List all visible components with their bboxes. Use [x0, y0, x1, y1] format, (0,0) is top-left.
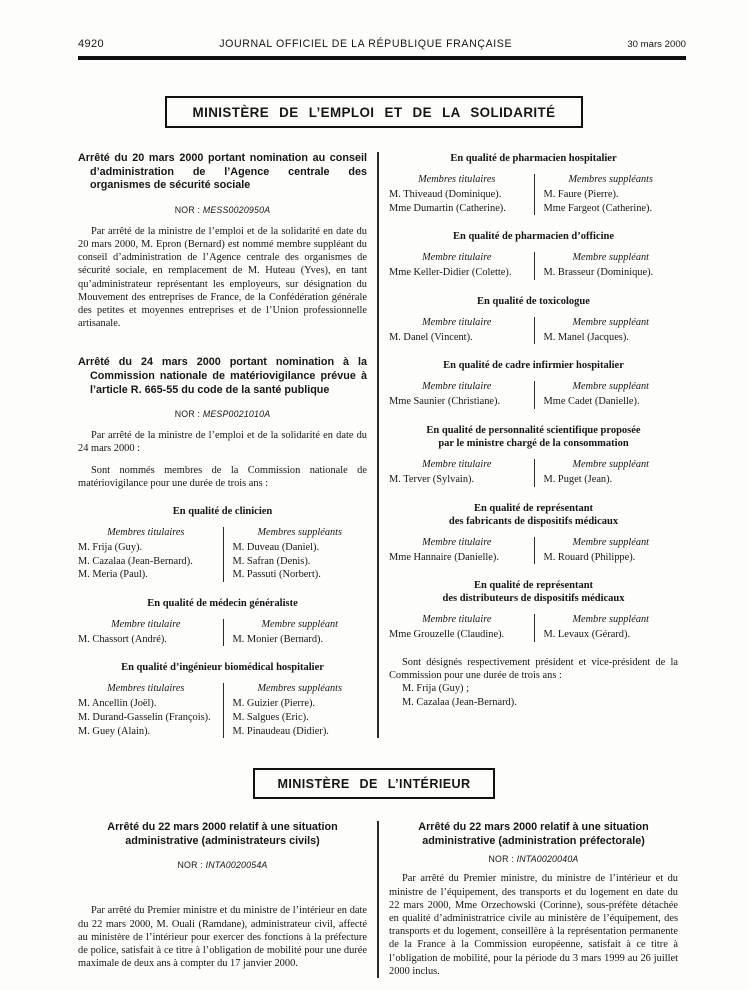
emploi-right-column: [379, 152, 678, 738]
nor-line: [78, 860, 367, 870]
page-number: 4920: [78, 38, 105, 50]
category-block: [389, 295, 678, 345]
member-name: M. Ancellin (Joël).: [78, 698, 157, 710]
category-block: [389, 502, 678, 565]
running-head: [0, 0, 748, 56]
nor-line: [78, 205, 367, 215]
article-heading: Arrêté du 22 mars 2000 relatif à une situation administrative (administrateurs civils): [107, 821, 338, 847]
ministry-title-box-interieur: MINISTÈRE DE L’INTÉRIEUR: [253, 768, 494, 799]
member-name: M. Frija (Guy).: [78, 542, 143, 553]
category-heading: En qualité de représentant des fabricants de dispositifs médicaux: [448, 502, 619, 527]
member-name: M. Levaux (Gérard).: [543, 629, 631, 641]
interieur-columns: [78, 821, 686, 978]
member-name: Mme Cadet (Danielle).: [543, 396, 640, 408]
header-rule: [78, 56, 686, 60]
members-titulaires-column: [78, 527, 223, 582]
nor-label: NOR :: [174, 204, 201, 215]
suppleants-header: Membre suppléant: [572, 252, 650, 264]
suppleants-header: Membre suppléant: [572, 614, 650, 626]
members-row: [389, 317, 678, 345]
member-name: M. Chassort (André).: [78, 633, 167, 645]
member-name: Mme Grouzelle (Claudine).: [389, 629, 505, 641]
category-heading: En qualité de toxicologue: [477, 295, 590, 307]
titulaires-header: Membre titulaire: [111, 618, 181, 630]
members-suppleants-column: [534, 381, 679, 409]
suppleants-header: Membre suppléant: [261, 618, 339, 630]
member-name: M. Thiveaud (Dominique).: [389, 189, 502, 200]
article-body: Par arrêté du Premier ministre, du ministre de l’intérieur et du ministre de l’équipement, des transports et du logement en date du 22 mars 2000, Mme Orzechowski (Corinne), sous-préfète détachée en qualité d’administratrice civile au ministère de l’équipement, des transports et du logement, conseillère à la représentation permanente de la France à la Commission européenne, satisfait à ce titre à l’obligation de mobilité, pour la période du 3 mars 1999 au 26 juillet 2000 inclus.: [389, 873, 678, 977]
ministry-title-box-emploi: MINISTÈRE DE L’EMPLOI ET DE LA SOLIDARITÉ: [165, 96, 584, 128]
suppleants-header: Membre suppléant: [572, 536, 650, 548]
members-row: [78, 619, 367, 647]
member-name: Mme Dumartin (Catherine).: [389, 202, 506, 214]
member-name: M. Meria (Paul).: [78, 569, 148, 581]
titulaires-header: Membres titulaires: [107, 683, 185, 695]
members-suppleants-column: [534, 614, 679, 642]
category-heading: En qualité de pharmacien hospitalier: [450, 153, 617, 164]
category-block: [389, 424, 678, 487]
member-name: M. Puget (Jean).: [543, 473, 613, 485]
members-row: [389, 381, 678, 409]
category-block: [78, 661, 367, 738]
titulaires-header: Membres titulaires: [107, 527, 185, 538]
members-suppleants-column: [223, 619, 368, 647]
category-block: [389, 579, 678, 642]
members-row: [389, 614, 678, 642]
category-heading: En qualité de pharmacien d’officine: [452, 231, 614, 243]
members-titulaires-column: [389, 252, 534, 280]
category-block: [389, 359, 678, 409]
member-name: Mme Fargeot (Catherine).: [543, 202, 653, 214]
interieur-right-column: [379, 821, 678, 978]
member-name: M. Guey (Alain).: [78, 725, 151, 737]
titulaires-header: Membre titulaire: [422, 381, 492, 393]
member-name: M. Salgues (Eric).: [232, 711, 309, 723]
members-titulaires-column: [78, 619, 223, 647]
article-heading: Arrêté du 22 mars 2000 relatif à une situation administrative (administration préfectorale): [418, 821, 649, 847]
member-name: M. Cazalaa (Jean-Bernard).: [78, 555, 193, 567]
members-row: [78, 683, 367, 738]
titulaires-header: Membre titulaire: [422, 252, 492, 264]
nor-value: INTA0020040A: [516, 854, 579, 865]
members-row: [389, 537, 678, 565]
titulaires-header: Membre titulaire: [422, 536, 492, 548]
members-suppleants-column: [534, 252, 679, 280]
members-suppleants-column: [534, 174, 679, 215]
member-name: Mme Saunier (Christiane).: [389, 396, 501, 408]
members-suppleants-column: [534, 459, 679, 487]
titulaires-header: Membre titulaire: [422, 458, 492, 470]
closing-name: M. Cazalaa (Jean-Bernard).: [402, 696, 517, 708]
member-name: M. Faure (Pierre).: [543, 189, 619, 200]
issue-date: 30 mars 2000: [627, 39, 686, 50]
nor-label: NOR :: [488, 854, 514, 865]
member-name: M. Passuti (Norbert).: [232, 569, 321, 581]
nor-value: MESP0021010A: [202, 409, 271, 420]
category-block: [389, 230, 678, 280]
members-suppleants-column: [223, 683, 368, 738]
suppleants-header: Membres suppléants: [568, 174, 654, 185]
category-heading: En qualité de cadre infirmier hospitalier: [443, 360, 624, 372]
member-name: M. Danel (Vincent).: [389, 331, 473, 343]
category-heading: En qualité de médecin généraliste: [147, 597, 298, 609]
member-name: M. Pinaudeau (Didier).: [232, 725, 329, 737]
category-heading: En qualité d’ingénieur biomédical hospitalier: [121, 662, 324, 674]
member-name: Mme Keller-Didier (Colette).: [389, 267, 512, 279]
members-titulaires-column: [389, 381, 534, 409]
members-titulaires-column: [78, 683, 223, 738]
titulaires-header: Membres titulaires: [418, 174, 496, 185]
nor-label: NOR :: [174, 409, 201, 420]
category-heading: En qualité de personnalité scientifique proposée par le ministre chargé de la consommation: [426, 424, 641, 449]
emploi-columns: [78, 152, 686, 738]
nor-label: NOR :: [177, 860, 203, 871]
member-name: M. Manel (Jacques).: [543, 331, 629, 343]
members-suppleants-column: [534, 317, 679, 345]
category-block: [78, 597, 367, 647]
nor-value: MESS0020950A: [202, 204, 271, 215]
members-titulaires-column: [389, 459, 534, 487]
suppleants-header: Membres suppléants: [257, 683, 343, 695]
member-name: M. Guizier (Pierre).: [232, 698, 316, 710]
category-block: [78, 505, 367, 582]
article-intro: Par arrêté de la ministre de l’emploi et de la solidarité en date du 24 mars 2000 :: [78, 430, 367, 455]
member-name: M. Safran (Denis).: [232, 555, 311, 567]
members-row: [389, 459, 678, 487]
category-block: [389, 152, 678, 215]
member-name: M. Terver (Sylvain).: [389, 473, 475, 485]
closing-name: M. Frija (Guy) ;: [402, 683, 469, 695]
member-name: M. Brasseur (Dominique).: [543, 267, 654, 279]
members-row: [78, 527, 367, 582]
article-body: Par arrêté du Premier ministre et du ministre de l’intérieur en date du 22 mars 2000, M. Ouali (Ramdane), administrateur civil, affecté au ministère de l’intérieur pour exercer des fonctions à la préfecture de police, satisfait à ce titre à l’obligation de mobilité pour une durée maximale de deux ans à compter du 17 janvier 2000.: [78, 905, 367, 970]
nor-line: [78, 409, 367, 419]
article-body: Par arrêté de la ministre de l’emploi et de la solidarité en date du 20 mars 2000, M. Epron (Bernard) est nommé membre suppléant du conseil d’administration de l’Agence centrale des organismes de sécurité sociale, en remplacement de M. Huteau (Yves), en tant qu’administrateur représentant les employeurs, sur désignation du Mouvement des entreprises de France, de la Confédération générale des petites et moyennes entreprises et de l’Union professionnelle artisanale.: [78, 225, 367, 330]
category-heading: En qualité de représentant des distributeurs de dispositifs médicaux: [442, 580, 625, 605]
article-heading: Arrêté du 24 mars 2000 portant nomination à la Commission nationale de matériovigilance prévue à l’article R. 665-55 du code de la santé publique: [78, 356, 367, 396]
nor-value: INTA0020054A: [205, 860, 268, 871]
members-titulaires-column: [389, 537, 534, 565]
members-row: [389, 174, 678, 215]
suppleants-header: Membre suppléant: [572, 316, 650, 328]
members-titulaires-column: [389, 317, 534, 345]
suppleants-header: Membre suppléant: [572, 381, 650, 393]
category-heading: En qualité de clinicien: [172, 506, 273, 517]
article-heading: Arrêté du 20 mars 2000 portant nomination au conseil d’administration de l’Agence centrale des organismes de sécurité sociale: [78, 152, 367, 192]
member-name: M. Duveau (Daniel).: [232, 542, 320, 553]
titulaires-header: Membre titulaire: [422, 614, 492, 626]
member-name: M. Rouard (Philippe).: [543, 551, 636, 563]
member-name: M. Monier (Bernard).: [232, 633, 324, 645]
members-row: [389, 252, 678, 280]
member-name: Mme Hannaire (Danielle).: [389, 551, 499, 563]
journal-title: JOURNAL OFFICIEL DE LA RÉPUBLIQUE FRANÇAISE: [219, 38, 513, 50]
nor-line: [389, 854, 678, 864]
members-suppleants-column: [534, 537, 679, 565]
titulaires-header: Membre titulaire: [422, 316, 492, 328]
interieur-left-column: [78, 821, 377, 978]
members-titulaires-column: [389, 174, 534, 215]
suppleants-header: Membres suppléants: [257, 527, 343, 538]
members-titulaires-column: [389, 614, 534, 642]
closing-paragraph: Sont désignés respectivement président et vice-président de la Commission pour une durée de trois ans :: [389, 656, 678, 681]
member-name: M. Durand-Gasselin (François).: [78, 711, 211, 723]
suppleants-header: Membre suppléant: [572, 458, 650, 470]
emploi-left-column: [78, 152, 377, 738]
article-intro: Sont nommés membres de la Commission nationale de matériovigilance pour une durée de trois ans :: [78, 464, 367, 489]
members-suppleants-column: [223, 527, 368, 582]
